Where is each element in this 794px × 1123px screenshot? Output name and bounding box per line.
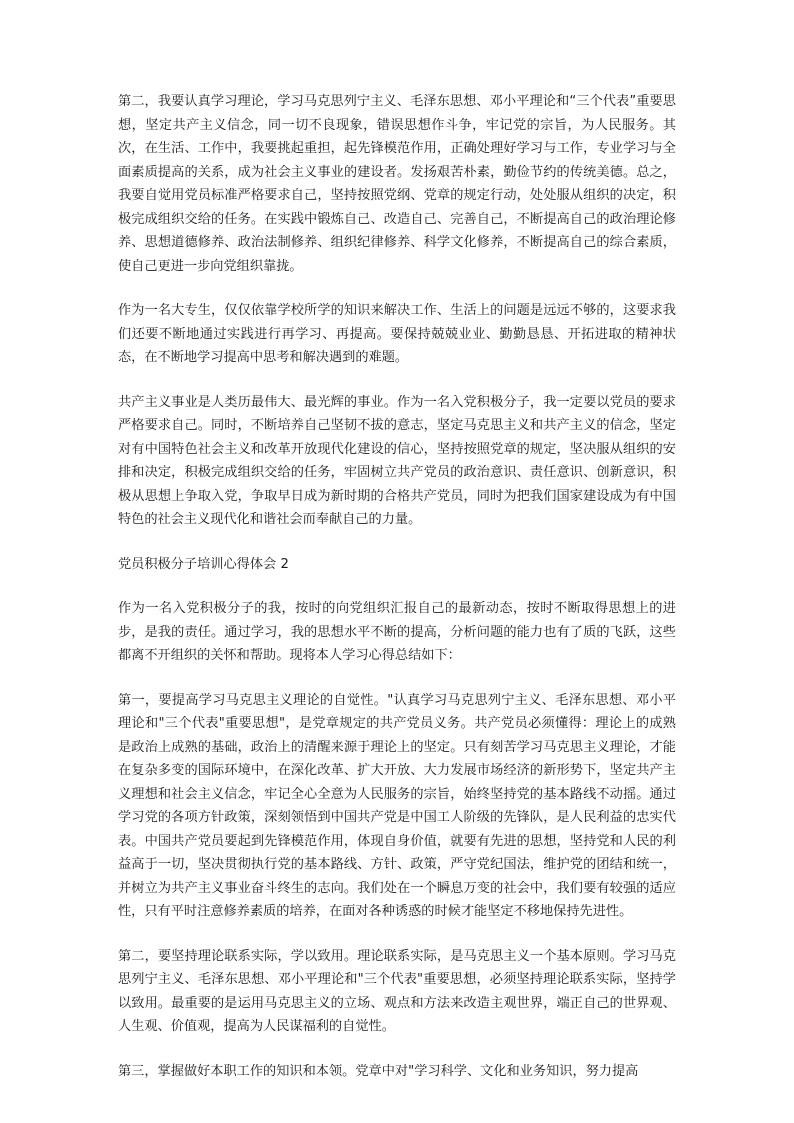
paragraph-point-two: 第二，要坚持理论联系实际，学以致用。理论联系实际，是马克思主义一个基本原则。学习马克思列宁主义、毛泽东思想、邓小平理论和"三个代表"重要思想，必须坚持理论联系实际，坚持学以致用。最重要的是运用马克思主义的立场、观点和方法来改造主观世界，端正自己的世界观、人生观、价值观，提高为人民谋福利的自觉性。 (118, 948, 676, 1034)
document-page (118, 90, 676, 1104)
paragraph-theory-study: 第二，我要认真学习理论，学习马克思列宁主义、毛泽东思想、邓小平理论和“三个代表”重要思想，坚定共产主义信念，同一切不良现象，错误思想作斗争，牢记党的宗旨，为人民服务。其次，在生活、工作中，我要挑起重担，起先锋模范作用，正确处理好学习与工作，专业学习与全面素质提高的关系，成为社会主义事业的建设者。发扬艰苦朴素，勤俭节约的传统美德。总之，我要自觉用党员标准严格要求自己，坚持按照党纲、党章的规定行动，处处服从组织的决定，积极完成组织交给的任务。在实践中锻炼自己、改造自己、完善自己，不断提高自己的政治理论修养、思想道德修养、政治法制修养、组织纪律修养、科学文化修养，不断提高自己的综合素质，使自己更进一步向党组织靠拢。 (118, 94, 676, 274)
paragraph-point-one: 第一，要提高学习马克思主义理论的自觉性。"认真学习马克思列宁主义、毛泽东思想、邓小平理论和"三个代表"重要思想"，是党章规定的共产党员义务。共产党员必须懂得：理论上的成熟是政治上成熟的基础，政治上的清醒来源于理论上的坚定。只有刻苦学习马克思主义理论，才能在复杂多变的国际环境中，在深化改革、扩大开放、大力发展市场经济的新形势下，坚定共产主义理想和社会主义信念，牢记全心全意为人民服务的宗旨，始终坚持党的基本路线不动摇。通过学习党的各项方针政策，深刻领悟到中国共产党是中国工人阶级的先锋队，是人民利益的忠实代表。中国共产党员要起到先锋模范作用，体现自身价值，就要有先进的思想，坚持党和人民的利益高于一切，坚决贯彻执行党的基本路线、方针、政策，严守党纪国法，维护党的团结和统一，并树立为共产主义事业奋斗终生的志向。我们处在一个瞬息万变的社会中，我们要有较强的适应性，只有平时注意修养素质的培养，在面对各种诱惑的时候才能坚定不移地保持先进性。 (118, 692, 676, 919)
paragraph-point-three: 第三，掌握做好本职工作的知识和本领。党章中对"学习科学、文化和业务知识，努力提高 (118, 1063, 639, 1079)
paragraph-communist-cause: 共产主义事业是人类历最伟大、最光辉的事业。作为一名入党积极分子，我一定要以党员的要求严格要求自己。同时，不断培养自己坚韧不拔的意志，坚定马克思主义和共产主义的信念，坚定对有中国特色社会主义和改革开放现代化建设的信心，坚持按照党章的规定，坚决服从组织的安排和决定，积极完成组织交给的任务，牢固树立共产党员的政治意识、责任意识、创新意识，积极从思想上争取入党，争取早日成为新时期的合格共产党员，同时为把我们国家建设成为有中国特色的社会主义现代化和谐社会而奉献自己的力量。 (118, 394, 676, 527)
paragraph-intro: 作为一名入党积极分子的我，按时的向党组织汇报自己的最新动态，按时不断取得思想上的进步，是我的责任。通过学习，我的思想水平不断的提高，分析问题的能力也有了质的飞跃，这些都离不开组织的关怀和帮助。现将本人学习心得总结如下： (118, 601, 676, 663)
paragraph-college-learning: 作为一名大专生，仅仅依靠学校所学的知识来解决工作、生活上的问题是远远不够的，这要求我们还要不断地通过实践进行再学习、再提高。要保持兢兢业业、勤勤恳恳、开拓进取的精神状态，在不断地学习提高中思考和解决遇到的难题。 (118, 303, 676, 365)
section-heading: 党员积极分子培训心得体会 2 (118, 556, 289, 572)
